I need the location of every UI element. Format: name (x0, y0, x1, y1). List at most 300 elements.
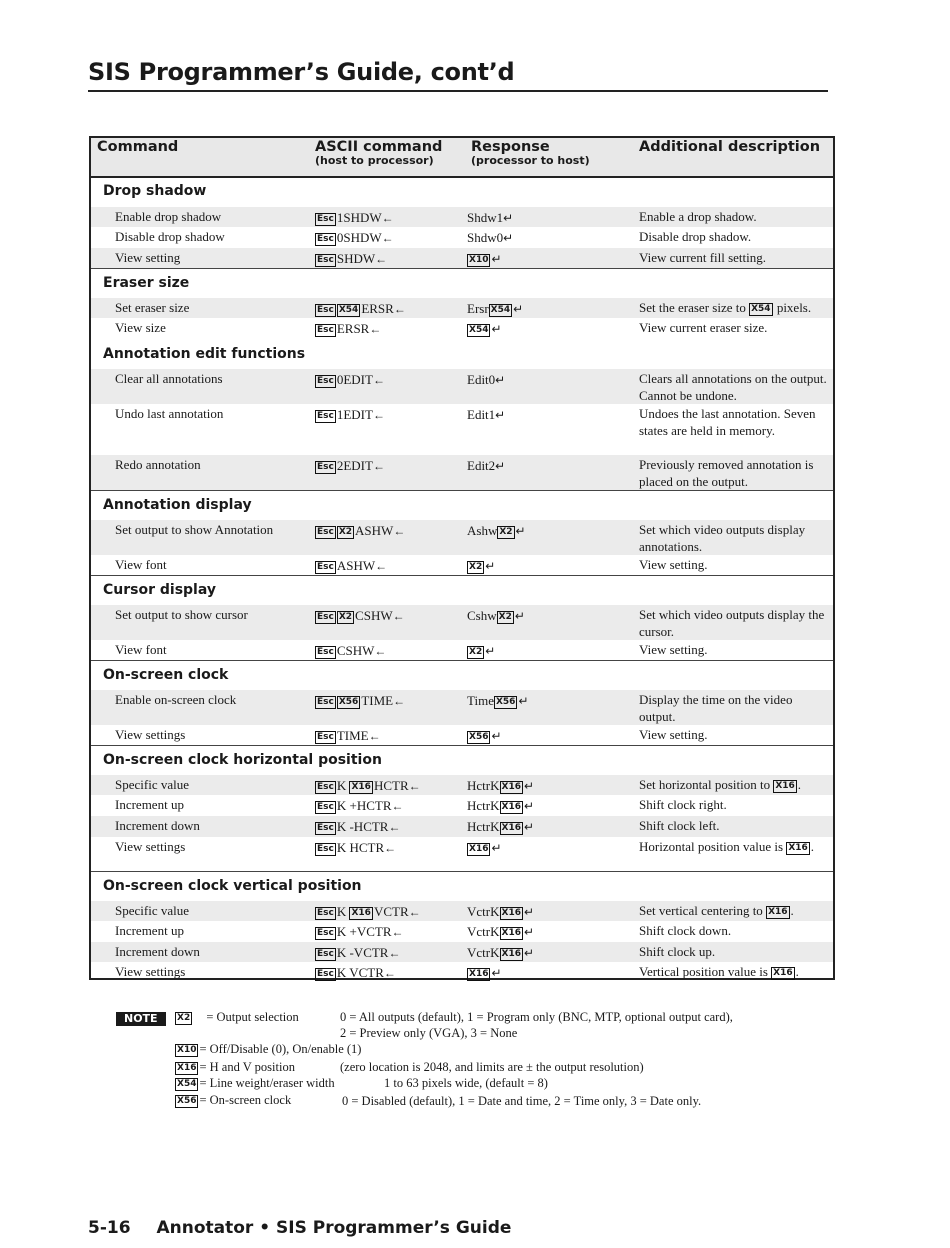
enter-arrow-icon: ← (388, 946, 401, 960)
variable-key: X16 (177, 1063, 197, 1073)
command-name: Set output to show cursor (115, 607, 248, 622)
enter-arrow-icon: ← (391, 925, 404, 939)
description (639, 521, 831, 555)
note-x16: X16 = H and V position (177, 1060, 295, 1074)
variable-key: X16 (501, 949, 521, 959)
ascii-command (315, 300, 406, 318)
command-name: Increment down (115, 944, 200, 959)
command-text: VctrK (467, 924, 500, 939)
command-text: Edit2 (467, 458, 496, 473)
description (639, 817, 831, 834)
response (467, 406, 505, 424)
response (467, 642, 495, 660)
response (467, 923, 534, 941)
command-text: VCTR (373, 904, 409, 919)
esc-key: Esc (317, 697, 334, 707)
enter-arrow-icon: ← (393, 302, 406, 316)
description (639, 838, 831, 855)
note-x16-value: (zero location is 2048, and limits are ± the output resolution) (340, 1060, 644, 1074)
ascii-command (315, 777, 421, 795)
esc-key: Esc (317, 823, 334, 833)
note-x54-value: 1 to 63 pixels wide, (default = 8) (384, 1076, 548, 1090)
esc-key: Esc (317, 527, 334, 537)
response (467, 797, 534, 815)
command-text: K -HCTR (336, 819, 389, 834)
description-text: . (810, 839, 815, 854)
description-text: . (790, 903, 794, 918)
variable-key: X2 (469, 647, 483, 657)
description (639, 208, 831, 225)
variable-key: X16 (469, 969, 489, 979)
return-arrow-icon: ↵ (523, 925, 535, 939)
response (467, 692, 529, 710)
command-text: Cshw (467, 608, 497, 623)
description-text: . (795, 964, 799, 979)
variable-key: X2 (499, 527, 513, 537)
return-arrow-icon: ↵ (491, 729, 502, 743)
variable-key: X16 (773, 968, 793, 978)
variable-key: X16 (351, 908, 371, 918)
command-text: K -VCTR (336, 945, 389, 960)
esc-key: Esc (317, 462, 334, 472)
command-text: 0EDIT (336, 372, 373, 387)
enter-arrow-icon: ← (393, 524, 406, 538)
note-x10: X10 = Off/Disable (0), On/enable (1) (177, 1042, 362, 1056)
return-arrow-icon: ↵ (514, 609, 525, 623)
section-divider (91, 490, 833, 491)
command-text: HCTR (373, 778, 409, 793)
ascii-command (315, 797, 403, 815)
description (639, 922, 831, 939)
return-arrow-icon: ↵ (523, 820, 535, 834)
esc-key: Esc (317, 647, 334, 657)
section-divider (91, 575, 833, 576)
variable-key: X16 (501, 908, 521, 918)
response (467, 250, 502, 268)
command-text: 1SHDW (336, 210, 382, 225)
command-text: SHDW (336, 251, 376, 266)
esc-key: Esc (317, 969, 334, 979)
notes-block (0, 1008, 950, 1118)
variable-key: X2 (338, 612, 353, 622)
command-text: Shdw1 (467, 210, 504, 225)
table-header (91, 138, 833, 178)
enter-arrow-icon: ← (408, 779, 421, 793)
ascii-command (315, 923, 403, 941)
command-text: K HCTR (336, 840, 385, 855)
description (639, 902, 831, 919)
command-text: HctrK (467, 819, 500, 834)
command-text: 2EDIT (336, 458, 373, 473)
description (639, 943, 831, 960)
title-rule (88, 90, 828, 92)
enter-arrow-icon: ← (384, 841, 397, 855)
description-text: View setting. (639, 557, 708, 572)
ascii-command (315, 250, 387, 268)
variable-key: X10 (177, 1045, 197, 1055)
table-row (91, 921, 833, 942)
response (467, 300, 523, 318)
description-text: View current fill setting. (639, 250, 767, 265)
variable-key: X16 (775, 781, 795, 791)
variable-key: X54 (177, 1079, 197, 1089)
response (467, 522, 526, 540)
variable-key: X54 (469, 325, 489, 335)
esc-key: Esc (317, 949, 334, 959)
description-text: Undoes the last annotation. Seven states are held in memory. (639, 406, 816, 438)
variable-key: X16 (768, 907, 788, 917)
response (467, 607, 525, 625)
variable-key: X16 (351, 782, 371, 792)
ascii-command (315, 209, 394, 227)
esc-key: Esc (317, 782, 334, 792)
return-arrow-icon: ↵ (491, 322, 502, 336)
response (467, 777, 534, 795)
variable-key: X16 (501, 823, 521, 833)
command-text: TIME (336, 728, 369, 743)
table-row (91, 901, 833, 921)
command-text: HctrK (467, 798, 500, 813)
esc-key: Esc (317, 732, 334, 742)
section-divider (91, 660, 833, 661)
description-text: Horizontal position value is (639, 839, 787, 854)
enter-arrow-icon: ← (368, 729, 381, 743)
description-text: Vertical position value is (639, 964, 772, 979)
description (639, 405, 831, 439)
description-text: Clears all annotations on the output. Cannot be undone. (639, 371, 827, 403)
response (467, 727, 502, 745)
description-text: Display the time on the video output. (639, 692, 793, 724)
esc-key: Esc (317, 802, 334, 812)
ascii-command (315, 371, 385, 389)
return-arrow-icon: ↵ (495, 408, 506, 422)
variable-key: X16 (501, 928, 521, 938)
description (639, 606, 831, 640)
response (467, 229, 513, 247)
description-text: Set the eraser size to (639, 300, 750, 315)
section-heading: On-screen clock horizontal position (103, 752, 382, 768)
ascii-command (315, 944, 400, 962)
esc-key: Esc (317, 376, 334, 386)
command-text: K (336, 904, 350, 919)
variable-key: X56 (338, 697, 359, 707)
description-text: Set which video outputs display the cursor. (639, 607, 825, 639)
esc-key: Esc (317, 612, 334, 622)
esc-key: Esc (317, 325, 334, 335)
return-arrow-icon: ↵ (523, 905, 535, 919)
note-badge: NOTE (116, 1012, 166, 1026)
description-text: Shift clock left. (639, 818, 720, 833)
esc-key: Esc (317, 411, 334, 421)
command-name: View settings (115, 964, 186, 979)
command-text: Edit0 (467, 372, 496, 387)
table-row (91, 369, 833, 404)
page-number: 5-16 (88, 1218, 131, 1238)
command-text: Ersr (467, 301, 489, 316)
section-heading: Cursor display (103, 582, 216, 598)
esc-key: Esc (317, 305, 334, 315)
section-heading: On-screen clock vertical position (103, 878, 362, 894)
description-text: View setting. (639, 727, 708, 742)
command-text: TIME (361, 693, 394, 708)
description-text: Shift clock down. (639, 923, 732, 938)
command-name: Specific value (115, 903, 189, 918)
description-text: Shift clock up. (639, 944, 716, 959)
esc-key: Esc (317, 234, 334, 244)
description-text: Set which video outputs display annotations. (639, 522, 806, 554)
enter-arrow-icon: ← (391, 799, 404, 813)
return-arrow-icon: ↵ (523, 799, 535, 813)
command-text: ERSR (336, 321, 370, 336)
note-x2-value: 0 = All outputs (default), 1 = Program only (BNC, MTP, optional output card), (340, 1010, 733, 1024)
header-description: Additional description (639, 139, 821, 155)
table-row (91, 207, 833, 227)
ascii-command (315, 557, 387, 575)
esc-key: Esc (317, 928, 334, 938)
variable-key: X54 (490, 305, 511, 315)
description-text: Set horizontal position to (639, 777, 774, 792)
response (467, 457, 505, 475)
command-name: View size (115, 320, 166, 335)
command-text: 0SHDW (336, 230, 382, 245)
return-arrow-icon: ↵ (495, 459, 506, 473)
ascii-command (315, 903, 421, 921)
ascii-command (315, 457, 385, 475)
command-name: Increment up (115, 923, 184, 938)
ascii-command (315, 522, 405, 540)
table-row (91, 227, 833, 248)
table-row (91, 520, 833, 555)
response (467, 964, 502, 982)
esc-key: Esc (317, 844, 334, 854)
response (467, 209, 513, 227)
esc-key: Esc (317, 562, 334, 572)
enter-arrow-icon: ← (374, 644, 387, 658)
section-divider (91, 745, 833, 746)
enter-arrow-icon: ← (408, 905, 421, 919)
table-row (91, 555, 833, 575)
command-name: View settings (115, 839, 186, 854)
table-row (91, 942, 833, 962)
command-text: K +VCTR (336, 924, 392, 939)
enter-arrow-icon: ← (372, 408, 385, 422)
description-text: View current eraser size. (639, 320, 768, 335)
command-name: Undo last annotation (115, 406, 224, 421)
variable-key: X54 (338, 305, 359, 315)
command-name: View font (115, 642, 167, 657)
section-heading: On-screen clock (103, 667, 229, 683)
return-arrow-icon: ↵ (518, 694, 529, 708)
command-name: Disable drop shadow (115, 229, 225, 244)
description (639, 319, 831, 336)
return-arrow-icon: ↵ (491, 966, 502, 980)
header-response: Response (processor to host) (471, 139, 590, 167)
command-name: Specific value (115, 777, 189, 792)
variable-key: X2 (498, 612, 512, 622)
section-divider (91, 268, 833, 269)
esc-key: Esc (317, 214, 334, 224)
command-text: VctrK (467, 945, 500, 960)
enter-arrow-icon: ← (375, 559, 388, 573)
description-text: Shift clock right. (639, 797, 727, 812)
table-row (91, 775, 833, 795)
description (639, 963, 831, 980)
ascii-command (315, 692, 405, 710)
note-x2-value-2: 2 = Preview only (VGA), 3 = None (340, 1026, 518, 1040)
enter-arrow-icon: ← (383, 966, 396, 980)
description (639, 370, 831, 404)
table-row (91, 690, 833, 725)
command-name: Enable on-screen clock (115, 692, 237, 707)
description-text: Disable drop shadow. (639, 229, 752, 244)
variable-key: X2 (177, 1013, 191, 1023)
enter-arrow-icon: ← (369, 322, 382, 336)
command-name: View settings (115, 727, 186, 742)
table-row (91, 455, 833, 490)
table-row (91, 318, 833, 338)
section-heading: Annotation edit functions (103, 346, 306, 362)
table-row (91, 640, 833, 660)
description-text: . (797, 777, 802, 792)
variable-key: X56 (469, 732, 489, 742)
ascii-command (315, 727, 381, 745)
command-table (89, 136, 835, 980)
command-name: Redo annotation (115, 457, 201, 472)
command-text: CSHW (336, 643, 375, 658)
command-text: HctrK (467, 778, 500, 793)
ascii-command (315, 839, 396, 857)
command-name: Increment down (115, 818, 200, 833)
note-x54: X54 = Line weight/eraser width (177, 1076, 335, 1090)
description-text: View setting. (639, 642, 708, 657)
table-row (91, 298, 833, 318)
return-arrow-icon: ↵ (491, 841, 502, 855)
enter-arrow-icon: ← (381, 231, 394, 245)
variable-key: X56 (177, 1096, 197, 1106)
ascii-command (315, 229, 394, 247)
ascii-command (315, 320, 381, 338)
description (639, 456, 831, 490)
return-arrow-icon: ↵ (515, 524, 526, 538)
page-footer (88, 1218, 511, 1238)
section-heading: Annotation display (103, 497, 252, 513)
command-text: Ashw (467, 523, 498, 538)
variable-key: X2 (469, 562, 483, 572)
note-x56-value: 0 = Disabled (default), 1 = Date and time, 2 = Time only, 3 = Date only. (342, 1094, 702, 1108)
command-name: Clear all annotations (115, 371, 223, 386)
response (467, 944, 534, 962)
description (639, 556, 831, 573)
command-text: VctrK (467, 904, 500, 919)
return-arrow-icon: ↵ (503, 211, 514, 225)
variable-key: X2 (338, 527, 353, 537)
command-name: Set output to show Annotation (115, 522, 274, 537)
variable-key: X10 (469, 255, 489, 265)
ascii-command (315, 607, 405, 625)
description (639, 796, 831, 813)
table-row (91, 962, 833, 982)
table-row (91, 816, 833, 837)
enter-arrow-icon: ← (393, 694, 406, 708)
return-arrow-icon: ↵ (485, 644, 496, 658)
command-text: 1EDIT (336, 407, 373, 422)
description (639, 776, 831, 793)
page-title: SIS Programmer’s Guide, cont’d (88, 58, 515, 86)
return-arrow-icon: ↵ (495, 373, 506, 387)
section-divider (91, 871, 833, 872)
variable-key: X16 (501, 782, 521, 792)
command-text: Time (467, 693, 494, 708)
command-name: View font (115, 557, 167, 572)
table-row (91, 605, 833, 640)
table-row (91, 837, 833, 871)
command-text: K (336, 778, 350, 793)
table-row (91, 404, 833, 455)
enter-arrow-icon: ← (381, 211, 394, 225)
return-arrow-icon: ↵ (485, 559, 496, 573)
ascii-command (315, 964, 396, 982)
ascii-command (315, 642, 386, 660)
table-row (91, 248, 833, 268)
esc-key: Esc (317, 908, 334, 918)
footer-text: Annotator • SIS Programmer’s Guide (156, 1218, 512, 1238)
command-text: K +HCTR (336, 798, 392, 813)
variable-key: X54 (751, 304, 771, 314)
description-text: Previously removed annotation is placed on the output. (639, 457, 814, 489)
command-text: Edit1 (467, 407, 496, 422)
note-x2: X2 = Output selection (177, 1010, 299, 1024)
command-text: CSHW (355, 608, 393, 623)
description-text: Enable a drop shadow. (639, 209, 757, 224)
command-text: ASHW (336, 558, 376, 573)
description (639, 299, 831, 316)
ascii-command (315, 818, 400, 836)
response (467, 839, 502, 857)
command-text: K VCTR (336, 965, 384, 980)
return-arrow-icon: ↵ (513, 302, 524, 316)
enter-arrow-icon: ← (392, 609, 405, 623)
ascii-command (315, 406, 385, 424)
description (639, 691, 831, 725)
note-x56: X56 = On-screen clock (177, 1093, 292, 1107)
return-arrow-icon: ↵ (523, 779, 535, 793)
response (467, 903, 534, 921)
enter-arrow-icon: ← (372, 459, 385, 473)
variable-key: X16 (501, 802, 521, 812)
section-heading: Drop shadow (103, 183, 207, 199)
header-command: Command (97, 139, 179, 155)
command-text: ASHW (355, 523, 394, 538)
description-text: pixels. (773, 300, 812, 315)
enter-arrow-icon: ← (388, 820, 401, 834)
variable-key: X16 (788, 843, 808, 853)
command-name: Set eraser size (115, 300, 190, 315)
response (467, 557, 495, 575)
variable-key: X56 (495, 697, 516, 707)
command-name: View setting (115, 250, 181, 265)
esc-key: Esc (317, 255, 334, 265)
response (467, 320, 502, 338)
description-text: Set vertical centering to (639, 903, 767, 918)
return-arrow-icon: ↵ (491, 252, 502, 266)
description (639, 249, 831, 266)
table-row (91, 795, 833, 816)
table-row (91, 725, 833, 745)
description (639, 726, 831, 743)
response (467, 371, 505, 389)
variable-key: X16 (469, 844, 489, 854)
command-text: Shdw0 (467, 230, 504, 245)
